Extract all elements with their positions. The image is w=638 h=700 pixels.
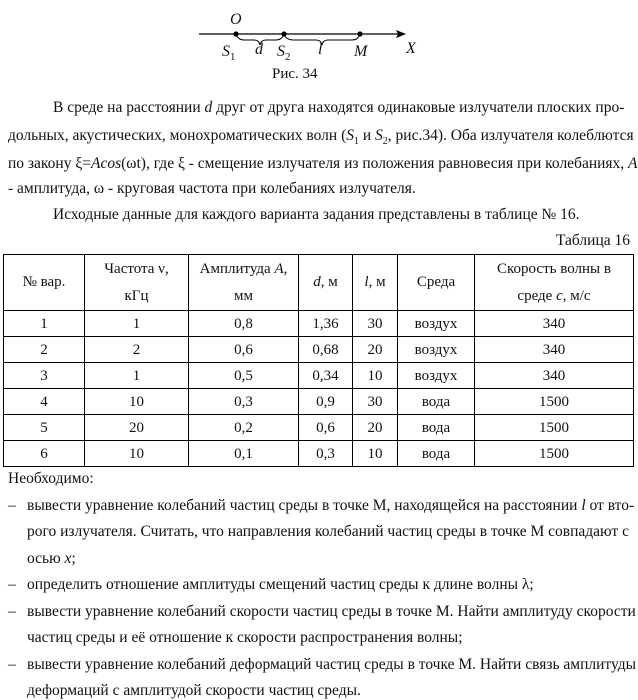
dash-bullet: –	[8, 656, 16, 673]
cell-amplitude: 0,3	[189, 389, 299, 415]
requirement-1-line-2: рого излучателя. Считать, что направления колебаний частиц среды в точке М совпадают с	[27, 523, 629, 540]
label-d: d	[255, 41, 263, 58]
requirement-1-line-3: осью x;	[27, 550, 76, 567]
requirement-3-line-2: частиц среды и её отношение к скорости распространения волны;	[27, 629, 463, 646]
cell-l: 20	[353, 337, 398, 363]
label-origin: O	[230, 11, 242, 28]
dash-bullet: –	[8, 603, 16, 620]
cell-frequency: 2	[85, 337, 189, 363]
source-note: Исходные данные для каждого варианта задания представлены в таблице № 16.	[53, 206, 580, 223]
table-row	[4, 337, 634, 363]
cell-d: 0,9	[299, 389, 353, 415]
cell-amplitude: 0,8	[189, 311, 299, 337]
cell-l: 10	[353, 363, 398, 389]
cell-medium: воздух	[398, 311, 475, 337]
header-variant: № вар.	[4, 255, 85, 311]
cell-variant: 6	[4, 441, 85, 467]
table-row	[4, 363, 634, 389]
cell-amplitude: 0,6	[189, 337, 299, 363]
data-table	[3, 254, 634, 467]
requirement-1-line-1: вывести уравнение колебаний частиц среды в точке М, находящейся на расстоянии l от вто-	[27, 497, 635, 514]
table-row	[4, 441, 634, 467]
requirement-4-line-2: деформаций с амплитудой скорости частиц среды.	[27, 682, 361, 699]
intro-line-2: дольных, акустических, монохроматических волн ($S_1$ и $S_2$, рис.34). Оба излучателя колеблются	[8, 127, 634, 148]
cell-wave-speed: 340	[475, 311, 634, 337]
label-l: l	[318, 41, 323, 58]
intro-line-1: В среде на расстоянии d друг от друга находятся одинаковые излучатели плоских про-	[53, 99, 625, 116]
cell-l: 30	[353, 311, 398, 337]
cell-wave-speed: 1500	[475, 415, 634, 441]
table-caption: Таблица 16	[555, 232, 630, 249]
cell-variant: 4	[4, 389, 85, 415]
cell-d: 0,68	[299, 337, 353, 363]
cell-frequency: 1	[85, 311, 189, 337]
cell-variant: 5	[4, 415, 85, 441]
cell-l: 30	[353, 389, 398, 415]
header-d: d, м	[299, 255, 353, 311]
table-row	[4, 311, 634, 337]
cell-wave-speed: 340	[475, 337, 634, 363]
cell-variant: 2	[4, 337, 85, 363]
header-frequency: Частота ν, кГц	[85, 255, 189, 311]
table-row	[4, 389, 634, 415]
label-m: M	[354, 43, 368, 60]
cell-amplitude: 0,1	[189, 441, 299, 467]
header-l: l, м	[353, 255, 398, 311]
cell-amplitude: 0,2	[189, 415, 299, 441]
cell-variant: 1	[4, 311, 85, 337]
cell-d: 1,36	[299, 311, 353, 337]
cell-wave-speed: 1500	[475, 441, 634, 467]
cell-frequency: 10	[85, 389, 189, 415]
cell-d: 0,34	[299, 363, 353, 389]
cell-frequency: 1	[85, 363, 189, 389]
cell-wave-speed: 1500	[475, 389, 634, 415]
cell-medium: вода	[398, 441, 475, 467]
header-medium: Среда	[398, 255, 475, 311]
dash-bullet: –	[8, 497, 16, 514]
requirement-2-line-1: определить отношение амплитуды смещений частиц среды к длине волны λ;	[27, 576, 534, 593]
cell-l: 10	[353, 441, 398, 467]
label-x: X	[406, 40, 416, 57]
cell-frequency: 10	[85, 441, 189, 467]
cell-medium: вода	[398, 389, 475, 415]
cell-frequency: 20	[85, 415, 189, 441]
header-amplitude: Амплитуда A, мм	[189, 255, 299, 311]
cell-medium: вода	[398, 415, 475, 441]
table-body	[4, 311, 634, 467]
cell-l: 20	[353, 415, 398, 441]
dash-bullet: –	[8, 576, 16, 593]
header-wave-speed: Скорость волны в среде c, м/с	[475, 255, 634, 311]
cell-wave-speed: 340	[475, 363, 634, 389]
cell-medium: воздух	[398, 337, 475, 363]
intro-line-3: по закону ξ=Acos(ωt), где ξ - смещение излучателя из положения равновесия при колебаниях, A	[8, 155, 638, 172]
requirement-3-line-1: вывести уравнение колебаний скорости частиц среды в точке М. Найти амплитуду скорости	[27, 603, 636, 620]
table-row	[4, 415, 634, 441]
figure-34	[0, 0, 638, 85]
label-s1: $S_1$	[222, 43, 236, 64]
cell-d: 0,6	[299, 415, 353, 441]
intro-line-4: - амплитуда, ω - круговая частота при колебаниях излучателя.	[8, 180, 416, 197]
requirement-4-line-1: вывести уравнение колебаний деформаций частиц среды в точке М. Найти связь амплитуды	[27, 656, 637, 673]
cell-d: 0,3	[299, 441, 353, 467]
cell-amplitude: 0,5	[189, 363, 299, 389]
label-s2: $S_2$	[277, 43, 291, 64]
cell-variant: 3	[4, 363, 85, 389]
requirements-heading: Необходимо:	[8, 470, 94, 487]
table-header-row	[4, 255, 634, 311]
figure-caption: Рис. 34	[272, 66, 318, 82]
cell-medium: воздух	[398, 363, 475, 389]
